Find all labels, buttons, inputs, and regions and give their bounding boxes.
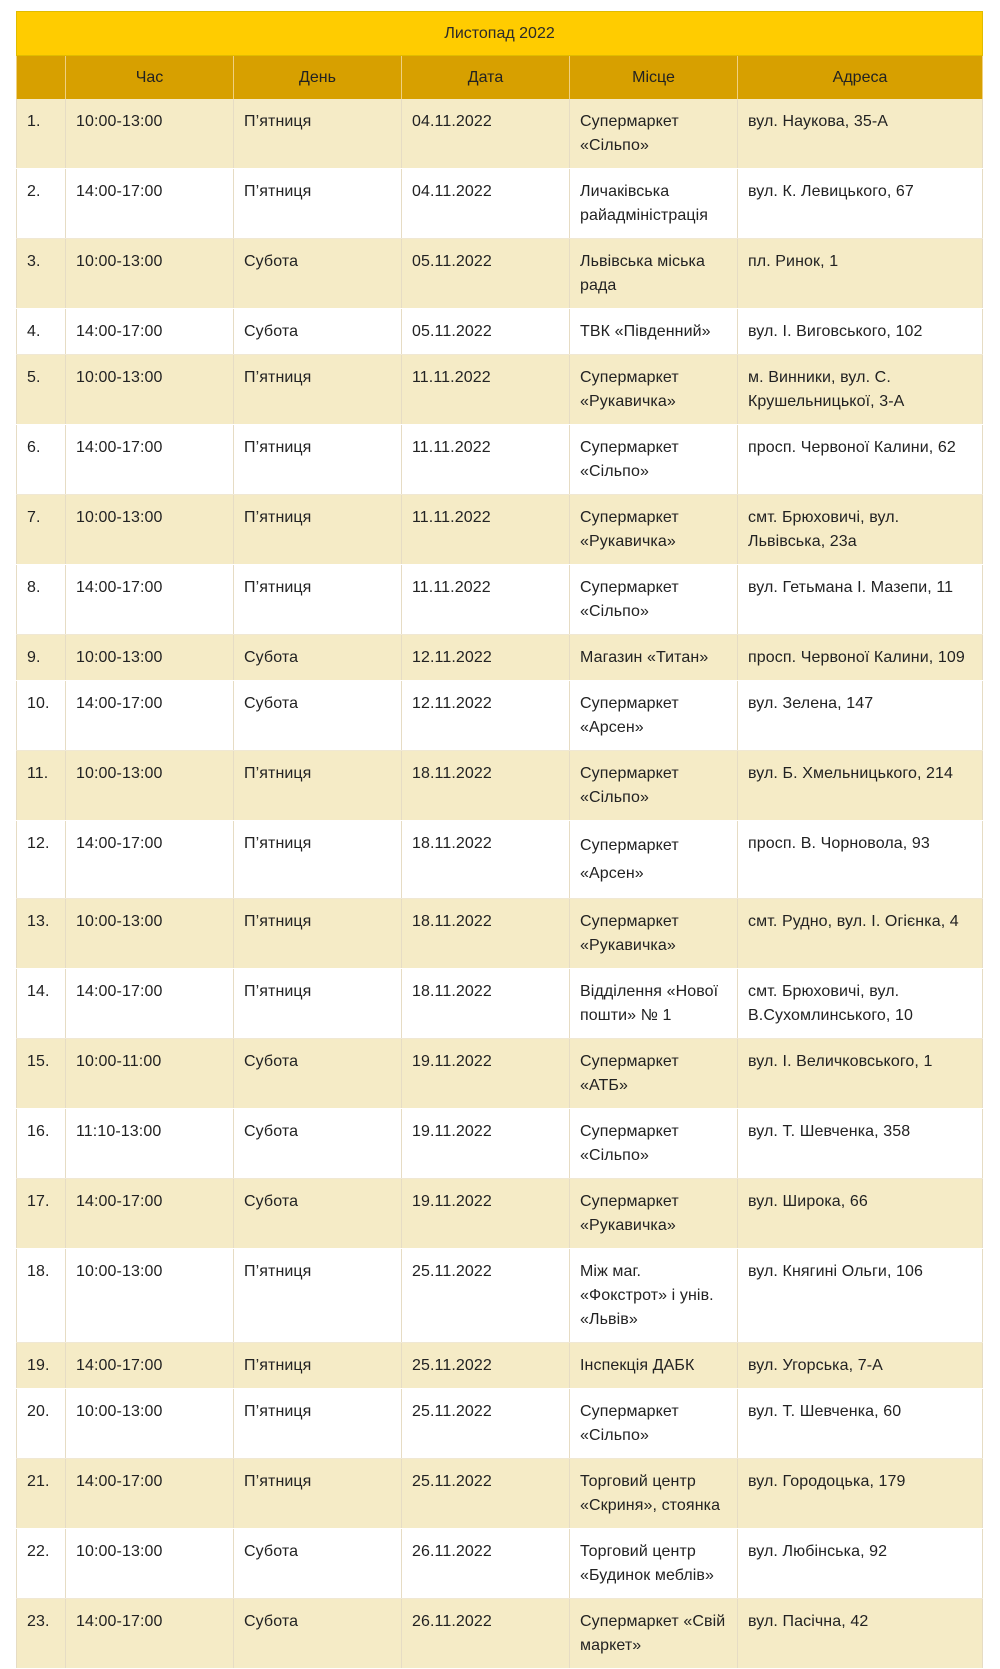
row-address: вул. Т. Шевченка, 60 (738, 1389, 983, 1459)
row-address: смт. Брюховичі, вул. Львівська, 23а (738, 495, 983, 565)
row-time: 10:00-13:00 (66, 899, 234, 969)
table-row (17, 1179, 983, 1249)
row-place: Магазин «Титан» (570, 635, 738, 681)
row-address: вул. Т. Шевченка, 358 (738, 1109, 983, 1179)
row-date: 18.11.2022 (402, 969, 570, 1039)
row-place: Супермаркет «АТБ» (570, 1039, 738, 1109)
row-date: 26.11.2022 (402, 1529, 570, 1599)
schedule-table (16, 11, 983, 1669)
row-time: 10:00-13:00 (66, 239, 234, 309)
row-day: П’ятниця (234, 899, 402, 969)
row-address: вул. Зелена, 147 (738, 681, 983, 751)
row-date: 12.11.2022 (402, 635, 570, 681)
row-time: 14:00-17:00 (66, 565, 234, 635)
row-time: 14:00-17:00 (66, 821, 234, 899)
row-time: 14:00-17:00 (66, 1599, 234, 1669)
table-row (17, 99, 983, 169)
table-row (17, 239, 983, 309)
row-date: 25.11.2022 (402, 1389, 570, 1459)
row-place: Супермаркет «Рукавичка» (570, 355, 738, 425)
row-time: 14:00-17:00 (66, 1459, 234, 1529)
row-address: смт. Рудно, вул. І. Огієнка, 4 (738, 899, 983, 969)
table-row (17, 1389, 983, 1459)
row-address: смт. Брюховичі, вул. В.Сухомлинського, 10 (738, 969, 983, 1039)
row-date: 04.11.2022 (402, 99, 570, 169)
row-day: П’ятниця (234, 1249, 402, 1343)
row-day: П’ятниця (234, 821, 402, 899)
row-number: 17. (17, 1179, 66, 1249)
table-row (17, 425, 983, 495)
header-time: Час (66, 56, 234, 100)
row-date: 19.11.2022 (402, 1179, 570, 1249)
row-time: 10:00-13:00 (66, 355, 234, 425)
row-date: 26.11.2022 (402, 1599, 570, 1669)
row-address: вул. І. Величковського, 1 (738, 1039, 983, 1109)
table-row (17, 1529, 983, 1599)
row-address: вул. Б. Хмельницького, 214 (738, 751, 983, 821)
row-address: вул. Гетьмана І. Мазепи, 11 (738, 565, 983, 635)
row-place: Супермаркет «Сільпо» (570, 1389, 738, 1459)
table-row (17, 1249, 983, 1343)
row-number: 13. (17, 899, 66, 969)
table-row (17, 1109, 983, 1179)
row-number: 19. (17, 1343, 66, 1389)
table-row (17, 309, 983, 355)
row-number: 21. (17, 1459, 66, 1529)
row-address: вул. К. Левицького, 67 (738, 169, 983, 239)
row-time: 10:00-13:00 (66, 99, 234, 169)
row-date: 12.11.2022 (402, 681, 570, 751)
table-row (17, 899, 983, 969)
row-day: П’ятниця (234, 1343, 402, 1389)
row-day: П’ятниця (234, 969, 402, 1039)
table-row (17, 969, 983, 1039)
row-number: 6. (17, 425, 66, 495)
table-row (17, 355, 983, 425)
row-number: 16. (17, 1109, 66, 1179)
row-time: 14:00-17:00 (66, 681, 234, 751)
row-time: 14:00-17:00 (66, 425, 234, 495)
row-number: 1. (17, 99, 66, 169)
row-number: 12. (17, 821, 66, 899)
row-place: Між маг. «Фокстрот» і унів. «Львів» (570, 1249, 738, 1343)
row-date: 25.11.2022 (402, 1343, 570, 1389)
row-address: просп. В. Чорновола, 93 (738, 821, 983, 899)
row-date: 25.11.2022 (402, 1249, 570, 1343)
row-date: 19.11.2022 (402, 1039, 570, 1109)
row-place: Торговий центр «Скриня», стоянка (570, 1459, 738, 1529)
row-address: вул. Широка, 66 (738, 1179, 983, 1249)
row-time: 10:00-13:00 (66, 495, 234, 565)
table-row (17, 635, 983, 681)
row-place: Львівська міська рада (570, 239, 738, 309)
row-number: 15. (17, 1039, 66, 1109)
row-number: 22. (17, 1529, 66, 1599)
table-row (17, 1599, 983, 1669)
row-time: 10:00-13:00 (66, 1389, 234, 1459)
table-row (17, 751, 983, 821)
row-date: 18.11.2022 (402, 751, 570, 821)
row-address: вул. Городоцька, 179 (738, 1459, 983, 1529)
row-day: П’ятниця (234, 1389, 402, 1459)
row-day: Субота (234, 1179, 402, 1249)
row-time: 14:00-17:00 (66, 309, 234, 355)
row-day: Субота (234, 681, 402, 751)
row-day: Субота (234, 1599, 402, 1669)
row-address: вул. Наукова, 35-А (738, 99, 983, 169)
row-day: П’ятниця (234, 355, 402, 425)
row-time: 10:00-13:00 (66, 1529, 234, 1599)
row-time: 14:00-17:00 (66, 1343, 234, 1389)
table-row (17, 169, 983, 239)
row-number: 9. (17, 635, 66, 681)
row-time: 14:00-17:00 (66, 969, 234, 1039)
row-time: 11:10-13:00 (66, 1109, 234, 1179)
table-row (17, 1459, 983, 1529)
row-place: Супермаркет «Сільпо» (570, 425, 738, 495)
row-day: П’ятниця (234, 99, 402, 169)
row-place: Личаківська райадміністрація (570, 169, 738, 239)
row-day: Субота (234, 1109, 402, 1179)
table-row (17, 681, 983, 751)
row-day: П’ятниця (234, 169, 402, 239)
row-day: Субота (234, 635, 402, 681)
header-place: Місце (570, 56, 738, 100)
row-day: Субота (234, 239, 402, 309)
row-address: вул. І. Виговського, 102 (738, 309, 983, 355)
row-time: 10:00-13:00 (66, 1249, 234, 1343)
row-number: 11. (17, 751, 66, 821)
schedule-table-container (16, 11, 982, 1669)
row-place: Торговий центр «Будинок меблів» (570, 1529, 738, 1599)
row-place: Відділення «Нової пошти» № 1 (570, 969, 738, 1039)
row-date: 19.11.2022 (402, 1109, 570, 1179)
table-row (17, 1343, 983, 1389)
row-day: Субота (234, 1529, 402, 1599)
header-date: Дата (402, 56, 570, 100)
row-number: 18. (17, 1249, 66, 1343)
row-place: Супермаркет «Сільпо» (570, 751, 738, 821)
row-date: 11.11.2022 (402, 565, 570, 635)
row-date: 11.11.2022 (402, 495, 570, 565)
row-day: П’ятниця (234, 425, 402, 495)
row-date: 18.11.2022 (402, 821, 570, 899)
row-date: 11.11.2022 (402, 425, 570, 495)
row-number: 5. (17, 355, 66, 425)
header-num (17, 56, 66, 100)
row-place: Супермаркет «Сільпо» (570, 565, 738, 635)
row-number: 10. (17, 681, 66, 751)
row-place: Інспекція ДАБК (570, 1343, 738, 1389)
row-place: Супермаркет «Арсен» (570, 681, 738, 751)
table-row (17, 1039, 983, 1109)
row-day: П’ятниця (234, 1459, 402, 1529)
row-time: 10:00-13:00 (66, 635, 234, 681)
row-address: м. Винники, вул. С. Крушельницької, 3-А (738, 355, 983, 425)
table-row (17, 495, 983, 565)
row-date: 18.11.2022 (402, 899, 570, 969)
table-title: Листопад 2022 (17, 12, 983, 56)
row-day: П’ятниця (234, 565, 402, 635)
row-date: 11.11.2022 (402, 355, 570, 425)
row-address: вул. Пасічна, 42 (738, 1599, 983, 1669)
row-address: вул. Любінська, 92 (738, 1529, 983, 1599)
row-number: 8. (17, 565, 66, 635)
row-address: вул. Княгині Ольги, 106 (738, 1249, 983, 1343)
row-date: 25.11.2022 (402, 1459, 570, 1529)
row-address: вул. Угорська, 7-А (738, 1343, 983, 1389)
row-place: ТВК «Південний» (570, 309, 738, 355)
row-date: 04.11.2022 (402, 169, 570, 239)
row-time: 14:00-17:00 (66, 169, 234, 239)
table-row (17, 565, 983, 635)
row-day: П’ятниця (234, 495, 402, 565)
row-place: Супермаркет «Арсен» (570, 821, 738, 899)
row-number: 7. (17, 495, 66, 565)
header-day: День (234, 56, 402, 100)
row-number: 23. (17, 1599, 66, 1669)
row-address: просп. Червоної Калини, 62 (738, 425, 983, 495)
row-address: пл. Ринок, 1 (738, 239, 983, 309)
row-number: 20. (17, 1389, 66, 1459)
row-place: Супермаркет «Рукавичка» (570, 899, 738, 969)
row-date: 05.11.2022 (402, 309, 570, 355)
row-place: Супермаркет «Рукавичка» (570, 495, 738, 565)
row-number: 2. (17, 169, 66, 239)
row-day: Субота (234, 309, 402, 355)
header-address: Адреса (738, 56, 983, 100)
row-number: 4. (17, 309, 66, 355)
row-day: Субота (234, 1039, 402, 1109)
row-time: 10:00-13:00 (66, 751, 234, 821)
header-row (17, 56, 983, 100)
row-day: П’ятниця (234, 751, 402, 821)
row-address: просп. Червоної Калини, 109 (738, 635, 983, 681)
row-time: 10:00-11:00 (66, 1039, 234, 1109)
row-date: 05.11.2022 (402, 239, 570, 309)
row-place: Супермаркет «Сільпо» (570, 1109, 738, 1179)
table-row (17, 821, 983, 899)
row-number: 14. (17, 969, 66, 1039)
row-place: Супермаркет «Рукавичка» (570, 1179, 738, 1249)
row-number: 3. (17, 239, 66, 309)
row-place: Супермаркет «Сільпо» (570, 99, 738, 169)
row-place: Супермаркет «Свій маркет» (570, 1599, 738, 1669)
row-time: 14:00-17:00 (66, 1179, 234, 1249)
